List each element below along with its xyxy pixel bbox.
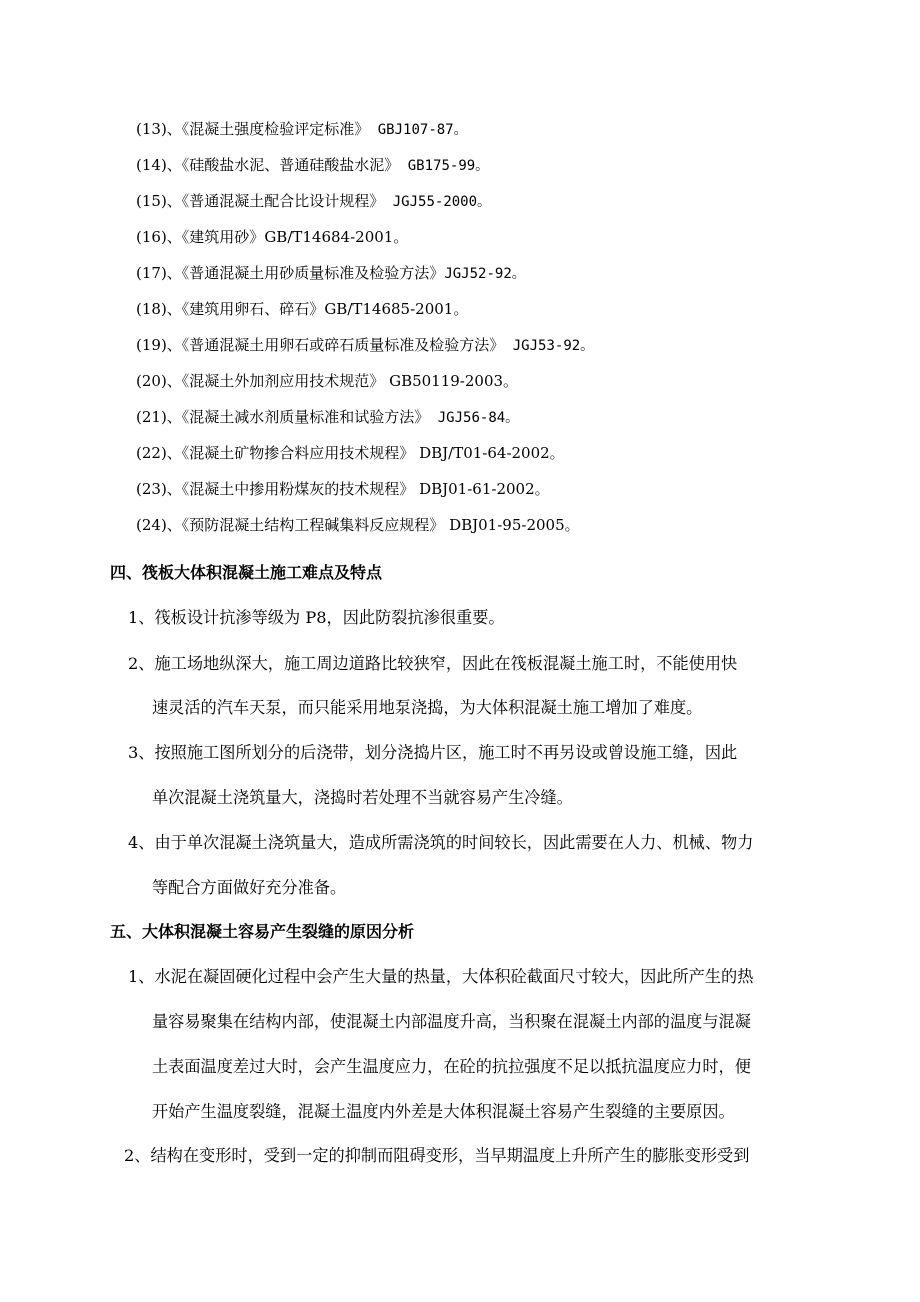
paragraph-line: 1、水泥在凝固硬化过程中会产生大量的热量，大体积砼截面尺寸较大，因此所产生的热 xyxy=(128,967,754,986)
standard-item: (21)、《混凝土减水剂质量标准和试验方法》 JGJ56-84。 xyxy=(136,408,520,426)
paragraph-line: 开始产生温度裂缝，混凝土温度内外差是大体积混凝土容易产生裂缝的主要原因。 xyxy=(152,1102,735,1121)
paragraph-line: 1、筏板设计抗渗等级为 P8，因此防裂抗渗很重要。 xyxy=(128,608,505,627)
standard-item: (24)、《预防混凝土结构工程碱集料反应规程》 DBJ01-95-2005。 xyxy=(136,516,580,534)
paragraph-line: 2、施工场地纵深大，施工周边道路比较狭窄，因此在筏板混凝土施工时，不能使用快 xyxy=(128,654,738,673)
section-heading-4: 四、筏板大体积混凝土施工难点及特点 xyxy=(110,563,383,582)
standard-item: (19)、《普通混凝土用卵石或碎石质量标准及检验方法》 JGJ53-92。 xyxy=(136,336,595,354)
standard-item: (17)、《普通混凝土用砂质量标准及检验方法》JGJ52-92。 xyxy=(136,264,526,282)
standard-item: (14)、《硅酸盐水泥、普通硅酸盐水泥》 GB175-99。 xyxy=(136,156,490,174)
standard-item: (13)、《混凝土强度检验评定标准》 GBJ107-87。 xyxy=(136,120,468,138)
paragraph-line: 土表面温度差过大时，会产生温度应力，在砼的抗拉强度不足以抵抗温度应力时，便 xyxy=(152,1057,751,1076)
paragraph-line: 量容易聚集在结构内部，使混凝土内部温度升高，当积聚在混凝土内部的温度与混凝 xyxy=(152,1012,751,1031)
standard-item: (20)、《混凝土外加剂应用技术规范》 GB50119-2003。 xyxy=(136,372,519,390)
standard-item: (16)、《建筑用砂》GB/T14684-2001。 xyxy=(136,228,409,246)
paragraph-line: 速灵活的汽车天泵，而只能采用地泵浇捣，为大体积混凝土施工增加了难度。 xyxy=(152,698,703,717)
paragraph-line: 4、由于单次混凝土浇筑量大，造成所需浇筑的时间较长，因此需要在人力、机械、物力 xyxy=(128,833,754,852)
paragraph-line: 2、结构在变形时，受到一定的抑制而阻碍变形，当早期温度上升所产生的膨胀变形受到 xyxy=(124,1146,750,1165)
paragraph-line: 单次混凝土浇筑量大，浇捣时若处理不当就容易产生冷缝。 xyxy=(152,788,573,807)
standard-item: (18)、《建筑用卵石、碎石》GB/T14685-2001。 xyxy=(136,300,469,318)
standard-item: (23)、《混凝土中掺用粉煤灰的技术规程》 DBJ01-61-2002。 xyxy=(136,480,550,498)
section-heading-5: 五、大体积混凝土容易产生裂缝的原因分析 xyxy=(110,922,415,941)
paragraph-line: 3、按照施工图所划分的后浇带，划分浇捣片区，施工时不再另设或曾设施工缝，因此 xyxy=(128,743,738,762)
standard-item: (22)、《混凝土矿物掺合料应用技术规程》 DBJ/T01-64-2002。 xyxy=(136,444,565,462)
paragraph-line: 等配合方面做好充分准备。 xyxy=(152,878,347,897)
standard-item: (15)、《普通混凝土配合比设计规程》 JGJ55-2000。 xyxy=(136,192,492,210)
